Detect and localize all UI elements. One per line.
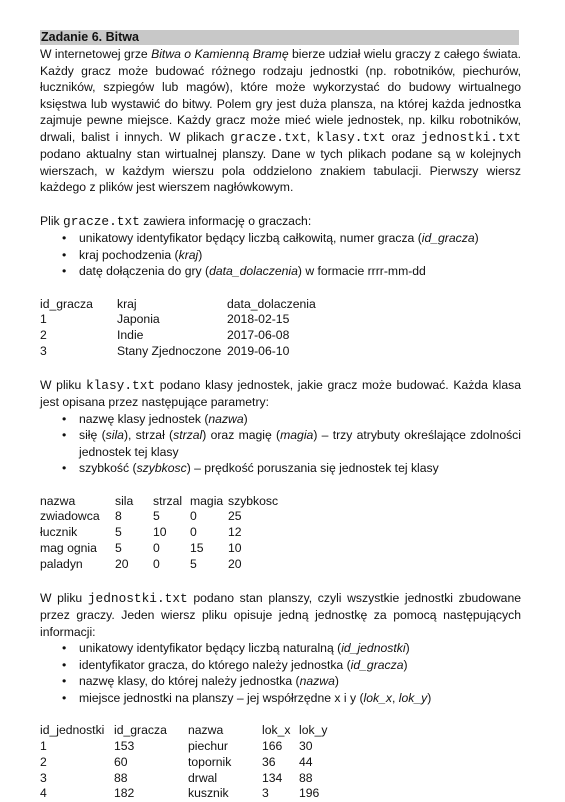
list-item: • nazwę klasy jednostek (nazwa) xyxy=(62,411,521,428)
column-header: sila xyxy=(115,493,134,508)
table-row: łucznik 5 10 0 12 xyxy=(40,525,242,540)
column-header: id_jednostki xyxy=(40,723,105,738)
game-title: Bitwa o Kamienną Bramę xyxy=(151,47,289,61)
column-header: id_gracza xyxy=(40,296,93,311)
column-header: strzal xyxy=(153,493,183,508)
column-header: lok_x xyxy=(262,723,291,738)
gracze-intro: Plik gracze.txt zawiera informację o graczach: xyxy=(40,213,312,229)
file-name: jednostki.txt xyxy=(421,129,521,145)
column-header: magia xyxy=(190,493,224,508)
list-item: • unikatowy identyfikator będący liczbą całkowitą, numer gracza (id_gracza) xyxy=(62,230,521,247)
table-row: 3 88 drwal 134 88 xyxy=(40,770,313,785)
table-header-row xyxy=(40,494,278,510)
file-name: gracze.txt xyxy=(230,129,308,145)
list-item: • nazwę klasy, do której należy jednostka (nazwa) xyxy=(62,673,521,690)
column-header: nazwa xyxy=(188,723,224,738)
table-row: 1 Japonia 2018-02-15 xyxy=(40,312,290,327)
klasy-fields-list xyxy=(40,411,521,477)
file-name: klasy.txt xyxy=(85,377,156,393)
column-header: lok_y xyxy=(299,723,328,738)
table-row: 3 Stany Zjednoczone 2019-06-10 xyxy=(40,343,290,358)
list-item: • kraj pochodzenia (kraj) xyxy=(62,247,521,264)
table-header-row xyxy=(40,723,327,739)
task-page xyxy=(40,30,521,802)
list-item: • identyfikator gracza, do którego należy jednostka (id_gracza) xyxy=(62,657,521,674)
column-header: id_gracza xyxy=(114,723,167,738)
column-header: nazwa xyxy=(40,493,76,508)
task-title: Zadanie 6. Bitwa xyxy=(40,30,519,45)
list-item: • siłę (sila), strzał (strzal) oraz magię (magia) – trzy atrybuty określające zdolności jednostek tej klasy xyxy=(62,427,521,460)
list-item: • miejsce jednostki na planszy – jej współrzędne x i y (lok_x, lok_y) xyxy=(62,690,521,707)
klasy-intro: W pliku klasy.txt podano klasy jednostek, jakie gracz może budować. Każda klasa jest opisana przez następujące parametry: xyxy=(40,377,522,410)
table-row: paladyn 20 0 5 20 xyxy=(40,556,242,571)
column-header: data_dolaczenia xyxy=(227,296,316,311)
gracze-table xyxy=(40,297,316,360)
table-row: 1 153 piechur 166 30 xyxy=(40,738,313,753)
table-row: 2 60 topornik 36 44 xyxy=(40,754,313,769)
jednostki-intro: W pliku jednostki.txt podano stan planszy, czyli wszystkie jednostki zbudowane przez graczy. Jeden wiersz pliku opisuje jedną jednostkę za pomocą następujących informacji: xyxy=(40,590,521,639)
file-name: jednostki.txt xyxy=(87,590,188,606)
file-name: klasy.txt xyxy=(316,129,386,145)
table-row: 2 Indie 2017-06-08 xyxy=(40,328,290,343)
list-item: • datę dołączenia do gry (data_dolaczenia) w formacie rrrr-mm-dd xyxy=(62,263,521,280)
table-row: mag ognia 5 0 15 10 xyxy=(40,541,242,556)
intro-paragraph: W internetowej grze Bitwa o Kamienną Bramę bierze udział wielu graczy z całego świata. Każdy gracz może budować różnego rodzaju jednostki (np. robotników, piechurów, łuczników, szpiegów lub magów), które może wykorzystać do budowy wirtualnego księstwa lub wystawić do bitwy. Polem gry jest duża plansza, na której każda jednostka zajmuje pewne miejsce. Każdy gracz może mieć wiele jednostek, np. kilku robotników, drwali, balist i innych. W plikach gracze.txt, klasy.txt oraz jednostki.txt podano aktualny stan wirtualnej planszy. Dane w tych plikach podane są w kolejnych wierszach, w każdym wierszu pola oddzielono znakiem tabulacji. Pierwszy wiersz każdego z plików jest wierszem nagłówkowym. xyxy=(40,47,521,194)
table-row: zwiadowca 8 5 0 25 xyxy=(40,509,242,524)
table-row: 4 182 kusznik 3 196 xyxy=(40,786,320,801)
column-header: szybkosc xyxy=(228,493,279,508)
file-name: gracze.txt xyxy=(63,213,140,229)
klasy-table xyxy=(40,494,278,573)
jednostki-table xyxy=(40,723,327,802)
gracze-fields-list xyxy=(40,230,521,280)
list-item: • unikatowy identyfikator będący liczbą naturalną (id_jednostki) xyxy=(62,640,521,657)
jednostki-fields-list xyxy=(40,640,521,706)
table-header-row xyxy=(40,297,316,313)
column-header: kraj xyxy=(117,296,137,311)
list-item: • szybkość (szybkosc) – prędkość poruszania się jednostek tej klasy xyxy=(62,460,521,477)
